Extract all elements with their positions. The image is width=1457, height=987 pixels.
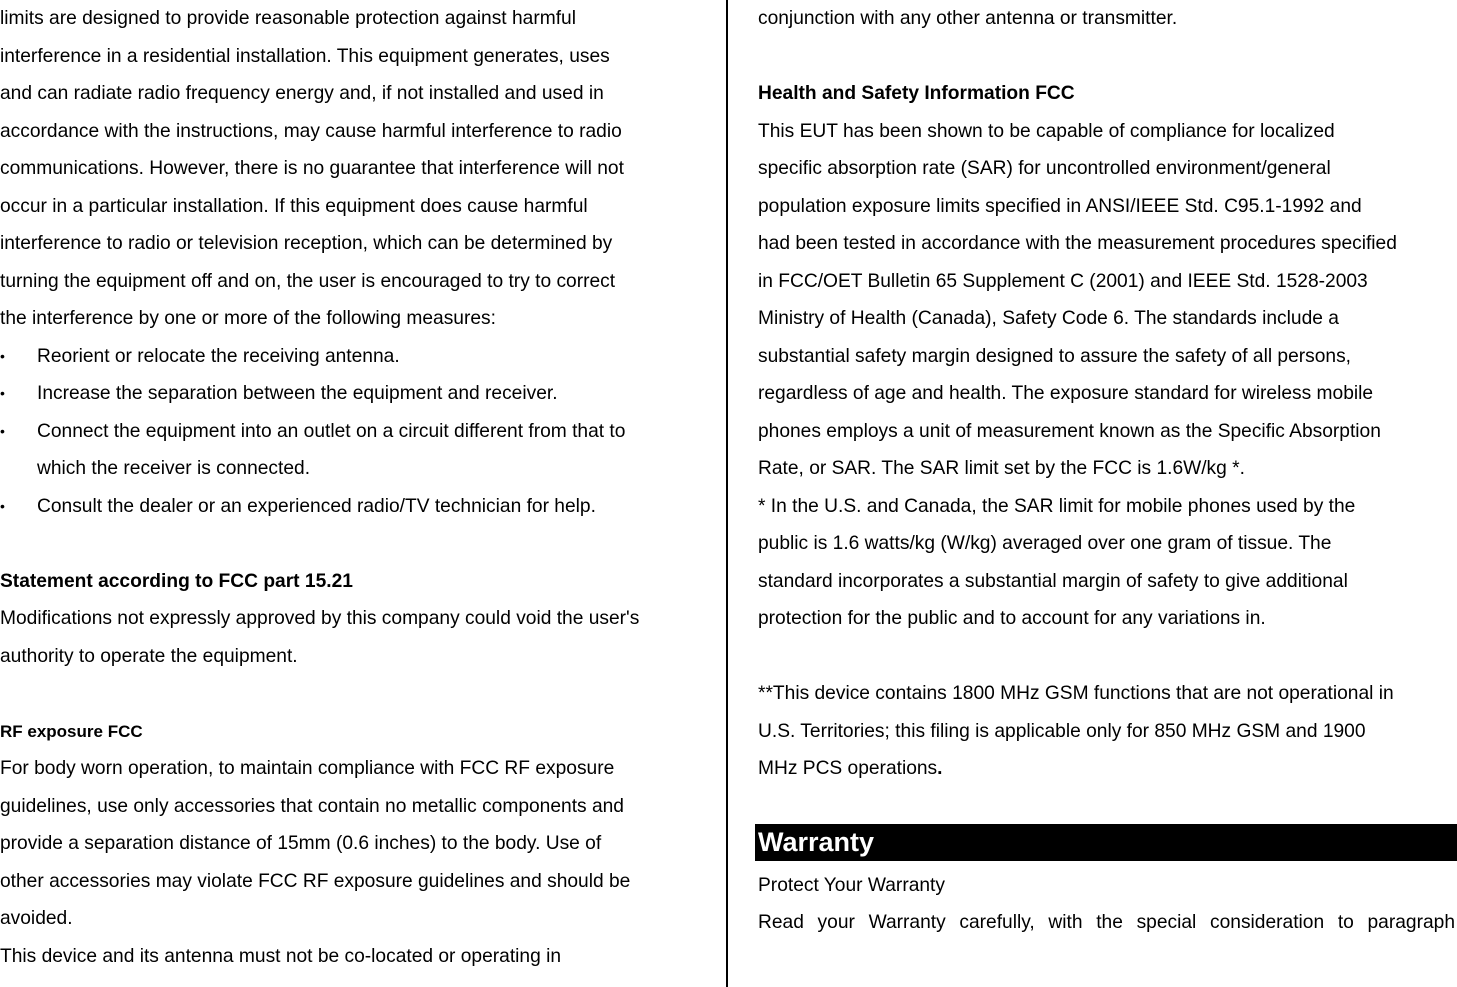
text-line: Ministry of Health (Canada), Safety Code 6. The standards include a [758, 308, 1339, 329]
text-line: Modifications not expressly approved by this company could void the user's [0, 608, 640, 629]
list-item-text: Increase the separation between the equipment and receiver. [37, 383, 558, 404]
text-line: protection for the public and to account for any variations in. [758, 608, 1266, 629]
measures-list [0, 338, 712, 526]
text-line: other accessories may violate FCC RF exposure guidelines and should be [0, 870, 631, 892]
spacer [0, 525, 712, 563]
text-line: avoided. [0, 908, 73, 929]
list-item-text: Consult the dealer or an experienced radio/TV technician for help. [37, 495, 596, 517]
health-safety-heading: Health and Safety Information FCC [758, 83, 1075, 104]
warranty-subheading: Protect Your Warranty [758, 874, 945, 896]
warranty-heading-bar: Warranty [755, 824, 1457, 861]
paragraph-health-safety [758, 113, 1455, 638]
spacer [758, 38, 1455, 76]
text-line: * In the U.S. and Canada, the SAR limit for mobile phones used by the [758, 495, 1356, 517]
text-line: regardless of age and health. The exposure standard for wireless mobile [758, 383, 1374, 404]
bullet-icon: • [0, 497, 5, 514]
text-line: specific absorption rate (SAR) for uncontrolled environment/general [758, 158, 1331, 179]
right-column [758, 0, 1455, 942]
spacer [758, 638, 1455, 676]
text-line: Read your Warranty carefully, with the special consideration to paragraph [758, 912, 1455, 933]
text-line: the interference by one or more of the following measures: [0, 308, 496, 329]
text-line: U.S. Territories; this filing is applicable only for 850 MHz GSM and 1900 [758, 720, 1366, 742]
text-line: For body worn operation, to maintain compliance with FCC RF exposure [0, 758, 615, 779]
text-line: guidelines, use only accessories that contain no metallic components and [0, 795, 624, 817]
list-item-continuation: which the receiver is connected. [37, 458, 311, 479]
text-line: interference in a residential installation. This equipment generates, uses [0, 45, 610, 67]
text-line: conjunction with any other antenna or transmitter. [758, 8, 1178, 29]
text-line: communications. However, there is no guarantee that interference will not [0, 158, 624, 179]
list-item [0, 338, 712, 376]
text-line: phones employs a unit of measurement known as the Specific Absorption [758, 420, 1381, 442]
paragraph-gsm-note [758, 675, 1455, 788]
text-line: accordance with the instructions, may cause harmful interference to radio [0, 120, 622, 142]
column-divider [726, 0, 728, 987]
text-line: population exposure limits specified in ANSI/IEEE Std. C95.1-1992 and [758, 195, 1362, 217]
text-segment: MHz PCS operations [758, 758, 938, 779]
text-line: and can radiate radio frequency energy and, if not installed and used in [0, 83, 604, 104]
text-line: standard incorporates a substantial margin of safety to give additional [758, 570, 1348, 592]
bold-period: . [937, 758, 943, 779]
text-line: in FCC/OET Bulletin 65 Supplement C (2001) and IEEE Std. 1528-2003 [758, 270, 1368, 292]
text-line [758, 750, 1455, 788]
list-item [0, 375, 712, 413]
list-item-text: Reorient or relocate the receiving antenna. [37, 345, 400, 367]
paragraph-interference [0, 0, 712, 338]
rf-exposure-heading: RF exposure FCC [0, 721, 143, 741]
text-line: interference to radio or television reception, which can be determined by [0, 233, 613, 254]
text-line: public is 1.6 watts/kg (W/kg) averaged over one gram of tissue. The [758, 533, 1332, 554]
text-line: This device and its antenna must not be co-located or operating in [0, 945, 562, 967]
text-line: This EUT has been shown to be capable of compliance for localized [758, 120, 1335, 142]
text-line: substantial safety margin designed to assure the safety of all persons, [758, 345, 1352, 367]
bullet-icon: • [0, 422, 5, 439]
text-line: had been tested in accordance with the measurement procedures specified [758, 233, 1397, 254]
spacer [0, 675, 712, 713]
left-column [0, 0, 712, 975]
list-item [0, 488, 712, 526]
text-line: occur in a particular installation. If this equipment does cause harmful [0, 195, 588, 217]
text-line: provide a separation distance of 15mm (0.6 inches) to the body. Use of [0, 833, 602, 854]
bullet-icon: • [0, 385, 5, 401]
text-line: turning the equipment off and on, the user is encouraged to try to correct [0, 270, 616, 292]
statement-heading: Statement according to FCC part 15.21 [0, 570, 353, 592]
bullet-icon: • [0, 347, 5, 364]
list-item [0, 413, 712, 451]
text-line: limits are designed to provide reasonable protection against harmful [0, 8, 576, 29]
text-line: **This device contains 1800 MHz GSM functions that are not operational in [758, 683, 1394, 704]
text-line: authority to operate the equipment. [0, 645, 298, 667]
text-line: Rate, or SAR. The SAR limit set by the FCC is 1.6W/kg *. [758, 458, 1245, 479]
list-item-text: Connect the equipment into an outlet on a circuit different from that to [37, 420, 626, 442]
